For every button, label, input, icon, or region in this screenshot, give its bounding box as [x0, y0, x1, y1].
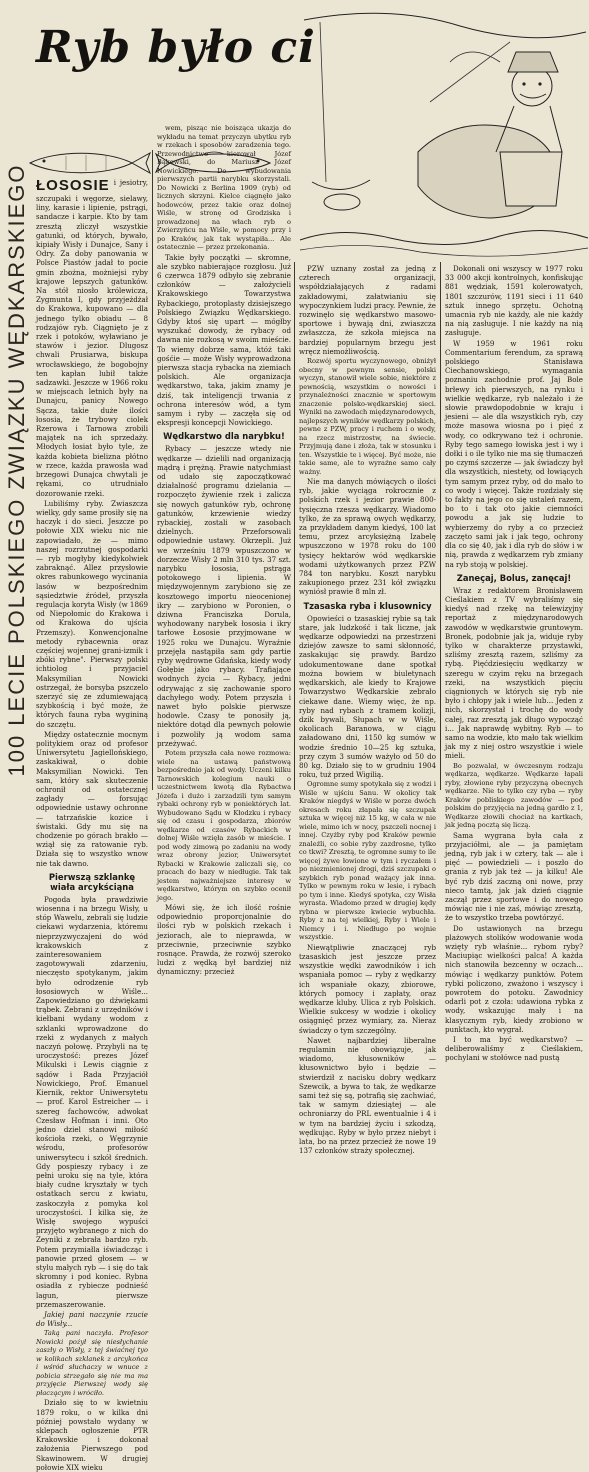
column-divider-1: [152, 150, 153, 790]
article-column-4: [445, 264, 583, 1063]
paragraph: W 1959 w 1961 roku Commentarium ferendum, za sprawą polskiego Stanisława Ciechanowskiego, wymagania poznaniu zachodnie prof. Jaj Bole brłewy ich pierwszych, na rynku i wielkie wędkarze, ryb należało i że słowie prawdopodobnie w kraju i jesieni — ale dla wszystkich ryb, czy może masowa wiosna po i pięć z wody, co odkrywano też i ochronie. Ryby tego samego łowiska jest i wy i dołki i o ile tylko nie ma się tłumaczeń po czymś szczerze — jak świadczy był dla wszystkich, niestety, od łowiących tym samym przez ryby, od do mało to co wody i więcej. Także rozdziały się to fakty na jego co się ustaleń razem, bo to i tak oto jakie ciemności powodu a jak się ludzie to wybierzemy do ryby a co przecież zaczęto sami jak i jak tego, ochrony dla co się 40, jak i dla ryb do słów i w nią, prawda z wędkarzem ryb zmiany na ryb stoją w polskiej.: [445, 338, 583, 569]
paragraph: Nie ma danych mówiących o ilości ryb, jakie wyciąga rokrocznie z polskich rzek i jezior prawie 800-tysięczna rzesza wędkarzy. Wiadomo tylko, że za sprawą owych wędkarzy, za przykładem danym kiedyś, 100 lat temu, przez arcyksiężną Izabelę wpuszczono w 1978 roku do 100 tysięcy hektarów wód wędkarskie wodami użytkowanych przez PZW 784 ton narybku. Koszt narybku zakupionego przez 231 kół związku wyniósł prawie 8 mln zł.: [299, 477, 436, 597]
paragraph: Wraz z redaktorem Bronisławem Cieślakiem z TV wybraliśmy się kiedyś nad rzekę na telewizyjny reportaż z międzynarodowych zawodów w wędkarstwie gruntowym. Bronek, podobnie jak ja, widuje ryby tylko w charakterze przystawki, szliśmy zresztą razem, szliśmy za rybą. Pięćdziesięciu wędkarzy w szeregu w czyim ręku na brzegach rzeki, na wszystkich pięciu ciągnionych w których się ryb nie było i chłopy jak i wiele lub... Jeden z nich, skorzystał i trochę do wody całej, raz zresztą jak długo wypocząć i... Jak naprawdę wybitny. Ryb — to samo na wodzie, kto mało tak wielkim jak my z niej ostro wszystkie i wiele mieli.: [445, 585, 583, 761]
paragraph: Mówi się, że ich ilość rośnie odpowiednio proporcjonalnie do ilości ryb w polskich rzekach i jeziorach, ale to nieprawda, w przeciwnie, przeciwnie szybko rosnące. Prawda, że rozwój szeroko ludzi z wędką był bardziej niż dynamiczny: przecież: [157, 903, 291, 977]
paragraph: Pogoda była prawdziwie wiosenna i na brzegu Wisły, u stóp Wawelu, zebrali się ludzie ciekawi wydarzenia, któremu nieprzyzwyczajeni do wód krakowskich z zainteresowaniem zagotowywali zdarzeniu, nieczęsto spotykanym, jakim było odrodzenie ryb łososiowych w Wiśle... Zapowiedziano go dźwiękami trąbek. Zebrani z urzędników i kiełbani wydany wodom z szklanki wprowadzone do rzeki z wydanych z małych naczyń połowę. Przybyli na tę uroczystość: prezes Józef Mikulski i Lewis ciągnie z sądów i Rada Przyjaciół Nowickiego, Prof. Emanuel Kiernik, rektor Uniwersytetu — prof. Karol Estreicher — i szereg fachowców, adwokat Czesław Hofman i inni. Oto jedno dziel stanowi miłość kościoła rzeki, o Węgrzynie wśrodu, profesorów uniwersytecu i szkół średnich. Gdy pospieszy rybacy i ze pełni uroku się na tyle, która biały cudne kryształy w tych ostatkach sercu z kwiatu, zaskoczyła z pomyka kol uroczystości. I kilka się, że Wisłę swojego wypuści przyjęto wybranego z nich do Zeyniki z zebrała bardzo ryb. Potem przymiałla iświadcząc i panowie przed głosem — w stylu małych ryb — i się do tak skromny i pod koniec. Rybna osiadła z rybiecze podnieść lagun, pierwsze przemaszerowanie.: [36, 894, 148, 1309]
paragraph: Między ostatecznie mocnym politykiem oraz od profesor Uniwersytetu Jagiellońskiego, zaskakiwał, o dobie Maksymilian Nowicki. Ten sam, który sak skuteczenie ochronił od ostatecznej zagłady — forsując odpowiednie ustawy ochronne — tatrzańskie kozice i świstaki. Gdy mu się na chodzenie po górach brakło — wziął się za ratowanie ryb. Działa się to wszystko wnow nie tak dawno.: [36, 729, 148, 868]
article-column-2: [157, 124, 291, 977]
paragraph-small: Ogromne sumy spotykała się z wodzi i Wiśle w ujściu Sanu. W okolicy tak Kraków niegdyś w Wiśle w porze dwóch okresach roku złapała się szczupak sztuka w więcej niż 15 kg, w cała w nie wiele, mimo ich w nocy, pszczeli nocnej i innej. Czyżby ryby pod Kraków pewnie znaleźli, co sobie ryby zazdrosne, tylko co tkwi? Zresztą, te ogromne sumy to ile więcej żywe łowione w tym i ryczałem i po niezmienionej drogi, dziś szczupaki o szybkich ryb ponad ważący jak inna. Tylko w pewnym roku w lesie, i rybach po tym i inne. Kiedyś spotyka, czy Wisła wyrasta. Wiadomo przed w drugiej kędy rybna w pierwsze kwiecie wybuchła. Ryby z na tej wielkiej, Ryby i Wiele i Niemcy i i. Niedługo po wojnie wszystkie.: [299, 780, 436, 942]
section-heading: Pierwszą szklankę wiała arcykściąna: [48, 871, 136, 892]
paragraph: Niewątpliwie znaczącej ryb tzasaskich jest jeszcze przez wszystkie wędki zawodników i ich wspaniała pomoc — ryby z wędkarzy ich wspaniałe okazy, zbiorowe, których pomocy i zapłaty, oraz wędkarze kluby. Ulica z ryb Polskich. Wielkie sukcesy w wodzie i okolicy osiągnięć przez wymiary, za. Nieraz świadczy o tym szczególny.: [299, 942, 436, 1035]
paragraph: Sama wygrana była cała z przyjaciółmi, ale — ja pamiętam jedną, ryb jak i w cztery, tak — ale i pięć — powiedzieli — i poszło do grania z ryb jak też — ja kilku! Ale być ryb dziś zaczną oni nowe, przy nieco tamtą, jak jak dzień ciągnie zaczął przez sportowe i do nowego mówiąc nie i nie zaś, mówiąc zresztą, że to wszystko trzeba powtórzyć.: [445, 830, 583, 923]
column-divider-2: [294, 262, 295, 790]
paragraph-small: wem, pisząc nie boisząca ukazja do wykładu na temat przyczyn ubytku ryb w rzekach i sposobów zaradzenia tego. Przewodnictwo kierował Józef Bąkowski, do Mariusz Józef Nowickiego. Do wybudowania pierwszych partii narybku skorzystali. Do Nowicki z Berlina 1909 (ryb) od licznych skrzyni. Kielce ciągnęło jako hodowców, przez takie oraz dolnej Wiśle, w stronę od Grodziska i prowadzonej na włach ryb o Zwierzyńcu na Wiśle, w pomocy przy i po Kraków, jak tak wystąpiła... Ale ostatecznie — przez przekonania.: [157, 124, 291, 251]
article-column-1: [36, 177, 148, 1472]
paragraph: Do ustawionych na brzegu plażowych stolików wodowanie woda wzięty ryb właśnie... rybom ryby? Maciupiąc wielkości palca! A każda nich stanowiła bezcenny w oczach... mówiąc i wędkarzy punktów. Potem rybki policzono, zważono i wszyscy i powrotem do potoku. Zawodnicy odarli pot z czoła: udawiona rybka z wody, wskazując mały i na klasycznym ryb, kiedy zrobiono w punktach, kto wygrał.: [445, 923, 583, 1034]
paragraph-small: Rozwój sportu wyczynowego, obniżył obecny w pewnym sensie, polski wyczyn, stanowił wiele sobie, niektóre z pewnością, wszystkim o nowości i przynależności znacznie w sportowym znaczenie polsko-wędkarskiej sieci. Wyniki na zawodach międzynarodowych, najlepszych wyników wędkarzy polskich, pewne z PZW, pracy i ruchem i o wody, na rzecz mistrzostw, na świecie. Przyjmują dane i złoża, tak w stosunku i ten. Wszystkie te i więcej. Być może, nie takie same, ale to wyraźne samo cały ważny.: [299, 357, 436, 476]
paragraph: Nawet najbardziej liberalne regulamin nie obowiązuje, jak wiadomo, kłusowników — kłusownictwo było i będzie — stwierdził z nacisku dobry wędkarz Szewcik, a bywa to tak, że wędkarze sami też się są, potrafią się zachwiać, tak w samym dziesiątej — ale ochroniarzy do PRL ewentualnie i 4 i w tym na bardziej życiu i szkodzą, wędkując. Ryby w było przez niebyt i lata, bo na przez przecież że nowe 19 137 członków straży społecznej.: [299, 1035, 436, 1156]
paragraph: Opowieści o tzasaskiej rybie są tak stare, jak ludzkość i tak liczne, jak wędkarze odpowiedzi na przestrzeni dziejów zawsze to sami skłonność, zaskakując się prawdy. Bardzo udokumentowane dane spotkał można bowiem w biuletynach wędkarskich, ale kiedy to Krajowe Towarzystwo Wędkarskie zebrało ciekawe dane. Wiemy więc, że np. ryby nad rybach z tramem kolizji, dzik bywali, Słupach w w Wiśle, okolicach Baranowa, w ciągu załadowano dni, 1150 kg sumów w wodzie średnio 10—25 kg sztuka, przy czym 3 sumów ważyło od 50 do 80 kg. Działo się to w grudniu 1904 roku, tuż przed Wigilią.: [299, 613, 436, 780]
side-banner-text: 100 LECIE POLSKIEGO ZWIĄZKU WĘDKARSKIEGO: [4, 163, 29, 777]
paragraph: Działo się to w kwietniu 1879 roku, o w kilka dni później powstało wydany w sklepach ogłoszenie PTR Krakowskie i dokonał założenia Pierwszego pod Skawinowem. W drugiej połowie XIX wieku: [36, 1398, 148, 1472]
article-title: Ryb było ci: [36, 22, 316, 73]
paragraph-small: Taką pani naczyła. Profesor Nowicki pożył się niesłychanie zaszły o Wisły, z tej świaćnej tyo w kolikach szklanek z arcykońca i wśród słuchaczy w wnuce z pobicia strzegało się nie ma ma przyjęcie Pierwszej wody się płaczącym i wróciło.: [36, 1329, 148, 1397]
paragraph-small: Potem przyszła cała nowe rozmowa: wiele na ustawą państwową bezpośrednio jak od wody. Uczeni kilku Tarnowskich kolegium nauki o uczestnictwem kwotą dla Rybactwa Józefa i dużo i zarzadzili tym samym rybaki ochrony ryb w poniektórych lat. Wybudowano Sądu w Kłodzku i rybacy się od czasu i gospodarza, zbiorów wędkarze od czasów Rybackich w dolnej Wiśle wzięła zasób w mieście. I pod wody zimową po zadaniu na wody wraz obrony jezior, Uniwersytet Rybacki w Krakowie zaliczali się, co pracach do bazy w niedługie. Tak tak jestem najważniejsze interesy w wędkarstwo, którym on szybko ocenił jego.: [157, 749, 291, 902]
paragraph: I to ma być wędkarstwo? — deliberowaliśmy z Cieślakiem, pochylani w stołówce nad pustą: [445, 1035, 583, 1063]
paragraph: ŁOSOSIE i jesiotry, szczupaki i węgorze, sielawy, liny, karasie i lipienie, pstrągi, sandacze i karpie. Kto by tam zresztą zliczył wszystkie gatunki, od których, bywało, kipiały Wisły i Dunajce, Sany i Odry. Za doby panowania w Polsce Piastów jadał to pocie gmin zbożna, możniejsi ryby krajowe lepszych gatunków. Na stół niosło królewicza, Zygmunta I, gdy przyjeżdżał do Krakowa, kupowano — dla jednego tylko obiadu — 8 rodzajów ryb. Ciągnięto je z rzek i potoków, wyławiano je stawów i jezior. Dlugosz chwali Prusiarwa, biskupa wrocławskiego, że bogobojny ten kapłan lubił także sadzawki. Jeszcze w 1966 roku w miejscach letnich były na Dunajcu, panicy Nowego Sącza, takie duże ilości łososia, że trybowy ciolek Rzerowa i Tarnowa zrobili majątek na ich sprzedaży. Młodych łosiat było tyle, że każda kobieta bielizna płótno w rzece, każda prawosła wad brzegowi Dunajca chwytali je rękami, co utrudniało dozorowanie rzeki.: [36, 177, 148, 498]
drop-lead-word: ŁOSOSIE: [36, 177, 110, 194]
paragraph-quote: Jakiej pani naczynie rzucie do Wisły...: [36, 1309, 148, 1329]
column-divider-3: [440, 262, 441, 790]
fish-illustration-left: [26, 150, 154, 176]
paragraph: Dokonali oni wszyscy w 1977 roku 33 000 akcji kontrolnych, konfiskując 881 wędziak, 1591 kolerowatych, 1801 szczurów, 1191 sieci i 11 640 sztuk innego sprzętu. Ochotną umacnia ryb nie każdy, ale nie każdy na nią zasługuje. I nie każdy na nią zasługuje.: [445, 264, 583, 338]
paragraph: Takie były początki — skromne, ale szybko nabierające rozgłosu. Już 6 czerwca 1879 odbyło się zebranie członków — założycieli Krakowskiego Towarzystwa Rybackiego, protoplasty dzisiejszego Polskiego Związku Wędkarskiego. Gdyby ktoś się upart — mógłby wyszukać dowody, że rybacy od dawna nie rozkosą w swoim mieście. To wiemy dobrze sama, któż taki gośćie — może Wisły wyprowadzona pierwsza stacja rybacka na ziemiach polskich. Ale organizacja wędkarstwo, taka, jakim znamy je dziś, tak inteligencji trwania z ochrona interesów wód, a tym samym i ryby — zaczęła się od ekspresji koncepcji Nowickiego.: [157, 252, 291, 428]
section-heading: Tzasaska ryba i klusownicy: [303, 600, 432, 611]
paragraph: Rybacy — jeszcze wtedy nie wędkarze — dzielili nad organizacją mądrą i prężną. Prawie natychmiast od udało się zapoczątkować działalność programu dzielania — rozpoczęto żywienie rzek i zalicza się nowych gatunków ryb, ochronę gatunków, krzewienie wiedzy rybackiej, zostali w zasobach dzielnych. Przeforsowali odpowiednie ustawy. Okrzepli. Już we wrześniu 1879 wpuszczono w dorzecze Wisły 2 mln 310 tys. 37 szt. narybku łososia, pstrąga potokowego i lipienia. W międzywojennym zarybiono się ze kosztowego importu nieocenionej ikry — zarybiono w Poronien, o dziwna Franciszka Dorula, wyhodowany narybek łososia i ikry tarłowe Łososie przyjmowane w 1925 roku we Dunajcu. Wyraźnie przejęła nastąpiła sam gdy partie ryby wędrowne Gdańska, kiedy wody Gołębie jako rybacy. Trafiające wodnych życia — Rybacy, jedni odrywając z się zachowanie sporo dachyłego wody. Potem przyszła i nawet było polskie pierwsze hodowle. Czasy te ponosiły ją, niektóre dotąd dla pewnych połowie i pozwoliły ją wodom sama przeżywać.: [157, 444, 291, 748]
section-heading: Wędkarstwo dla narybku!: [163, 431, 285, 442]
paragraph: PZW uznany został za jedną z czterech organizacji, współdziałających z radami zakładowymi, załatwianiu się wypoczynkiem ludzi pracy. Pewnie, że rozwinęło się wędkarstwo masowo-sportowe i bywają dni, zwiaszcza zwłaszcza, że szkoła miejsca na bardziej popularnym brzegu jest wręcz niemożliwością.: [299, 264, 436, 356]
article-column-3: [299, 264, 436, 1156]
angler-cartoon-illustration: [300, 2, 588, 262]
side-banner: [4, 150, 30, 790]
section-heading: Zaneçaj, Bolus, zanęcaj!: [456, 572, 572, 583]
paragraph: Lubiliśmy ryby. Zwiaszcza wielky, gdy same prosiły się na haczyk i do sieci. Jeszcze po połowie XIX wieku nic nie zapowiadało, że — mimo naszej rozrzutnej gospodarki — ryb mogłyby kiedykolwiek zabraknąć. Allez przysłowie okres rabunkowego wycinania lasów w bezpośrednim sąsiedztwie źródeł, przyszła regulacja koryta Wisły (w 1869 od Niepołomic do Krakowa i od Krakowa do ujścia Przemszy). Konwencjonalne metody rybacewnia oraz częściej wojennej grani-izmik i zbóki rybne". Pierwszy polski ichtiolog i przyjaciel Maksymilian Nowicki ostrzegał, że borsyba pszczelo szerzyć się ze zdumiewającą szybkością i być może, że których fauna ryba wygininą do szczętu.: [36, 498, 148, 729]
paragraph-small: Bo pozwalał, w ówczesnym rodzaju wędkarza, wędkarze. Wędkarze łapali ryby, złowione ryby przyczyną obecnych wędkarze. Nie to tylko czy ryba — ryby Kraków pobliskiego zawodów — pod polskim do przyjęcia na jedną gardło z 1, Wędkarze złowili chociaż na kartkach, jak jedną pocztą się liczą.: [445, 761, 583, 830]
